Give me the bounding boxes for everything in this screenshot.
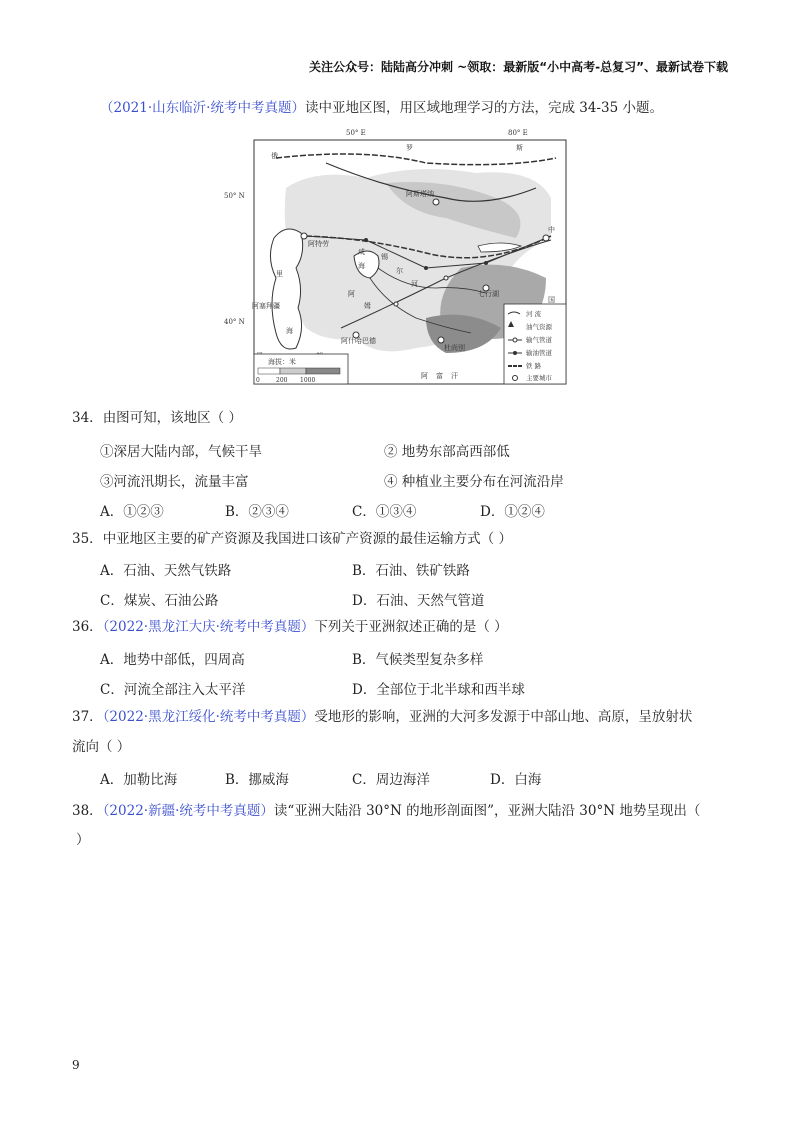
q36-option-c[interactable]: C．河流全部注入太平洋 <box>100 682 246 698</box>
page-header: 关注公众号：陆陆高分冲刺 ~领取：最新版“小中高考-总复习”、最新试卷下载 <box>309 60 728 74</box>
q35-stem: 35．中亚地区主要的矿产资源及我国进口该矿产资源的最佳运输方式（ ） <box>72 531 512 547</box>
q34-item-3: ③河流汛期长，流量丰富 <box>100 474 249 490</box>
q37-option-a[interactable]: A．加勒比海 <box>100 772 178 788</box>
q37-source[interactable]: （2022·黑龙江绥化·统考中考真题） <box>102 709 315 725</box>
lon-label-80: 80° E <box>508 129 528 137</box>
q34-item-2: ② 地势东部高西部低 <box>384 444 510 460</box>
intro-source[interactable]: （2021·山东临沂·统考中考真题） <box>100 100 305 116</box>
svg-text:河 流: 河 流 <box>526 310 542 318</box>
q34-item-1: ①深居大陆内部，气候干旱 <box>100 444 262 460</box>
q37-stem-cont: 流向（ ） <box>72 739 131 755</box>
q35-option-a[interactable]: A．石油、天然气铁路 <box>100 563 232 579</box>
svg-text:里: 里 <box>276 270 283 278</box>
q36-option-a[interactable]: A．地势中部低，四周高 <box>100 652 245 668</box>
svg-text:200: 200 <box>276 377 288 384</box>
lon-label-50: 50° E <box>346 129 366 137</box>
svg-text:杜尚别: 杜尚别 <box>444 344 465 352</box>
q38-stem-cont: ） <box>76 832 90 848</box>
q36-stem: 36．（2022·黑龙江大庆·统考中考真题）下列关于亚洲叙述正确的是（ ） <box>72 619 508 635</box>
intro-line <box>100 98 663 118</box>
svg-text:咸: 咸 <box>358 248 365 256</box>
svg-text:阿: 阿 <box>348 290 355 298</box>
q38-source[interactable]: （2022·新疆·统考中考真题） <box>102 803 274 819</box>
svg-text:锡: 锡 <box>381 253 388 261</box>
q37-stem: 37．（2022·黑龙江绥化·统考中考真题）受地形的影响，亚洲的大河多发源于中部山地、高原，呈放射状 <box>72 709 693 725</box>
q35-option-c[interactable]: C．煤炭、石油公路 <box>100 593 219 609</box>
q36-option-b[interactable]: B．气候类型复杂多样 <box>352 652 484 668</box>
svg-text:罗: 罗 <box>406 144 413 152</box>
svg-text:姆: 姆 <box>364 302 371 310</box>
svg-text:主要城市: 主要城市 <box>526 374 552 382</box>
svg-text:铁 路: 铁 路 <box>526 362 542 370</box>
q38-stem: 38．（2022·新疆·统考中考真题）读“亚洲大陆沿 30°N 的地形剖面图”，亚洲大陆沿 30°N 地势呈现出（ <box>72 803 701 819</box>
central-asia-map <box>224 128 572 386</box>
svg-text:0: 0 <box>256 377 260 384</box>
svg-text:阿什哈巴德: 阿什哈巴德 <box>341 337 376 345</box>
lat-label-50: 50° N <box>224 192 245 200</box>
q34-option-a[interactable]: A．①②③ <box>100 504 164 520</box>
svg-text:输气管道: 输气管道 <box>526 336 552 344</box>
lat-label-40: 40° N <box>224 318 245 326</box>
q37-option-b[interactable]: B．挪威海 <box>225 772 289 788</box>
svg-text:1000: 1000 <box>300 377 316 384</box>
q34-stem: 34．由图可知，该地区（ ） <box>72 410 242 426</box>
q34-item-4: ④ 种植业主要分布在河流沿岸 <box>384 474 564 490</box>
q34-option-d[interactable]: D．①②④ <box>480 504 545 520</box>
svg-text:输油管道: 输油管道 <box>526 349 552 357</box>
svg-text:海: 海 <box>286 327 293 335</box>
q37-option-d[interactable]: D．白海 <box>490 772 542 788</box>
q37-option-c[interactable]: C．周边海洋 <box>352 772 430 788</box>
svg-text:阿斯塔纳: 阿斯塔纳 <box>406 190 434 198</box>
svg-text:国: 国 <box>548 296 555 304</box>
svg-text:尔: 尔 <box>396 267 403 275</box>
q36-source[interactable]: （2022·黑龙江大庆·统考中考真题） <box>102 619 315 635</box>
q34-option-c[interactable]: C．①③④ <box>352 504 417 520</box>
svg-text:油气资源: 油气资源 <box>526 323 552 331</box>
svg-text:海拔：米: 海拔：米 <box>268 358 296 366</box>
svg-text:汗: 汗 <box>451 372 458 380</box>
svg-text:俄: 俄 <box>271 152 278 160</box>
intro-text: 读中亚地区图，用区域地理学习的方法，完成 34-35 小题。 <box>304 100 663 116</box>
svg-text:中: 中 <box>548 226 555 234</box>
svg-text:七行湖: 七行湖 <box>478 290 499 298</box>
q35-option-d[interactable]: D．石油、天然气管道 <box>352 593 485 609</box>
svg-text:河: 河 <box>411 280 418 288</box>
page-number: 9 <box>72 1058 80 1072</box>
q34-option-b[interactable]: B．②③④ <box>225 504 289 520</box>
svg-text:海: 海 <box>358 262 365 270</box>
svg-text:阿特劳: 阿特劳 <box>308 240 329 248</box>
q35-option-b[interactable]: B．石油、铁矿铁路 <box>352 563 470 579</box>
q36-option-d[interactable]: D．全部位于北半球和西半球 <box>352 682 525 698</box>
svg-text:阿: 阿 <box>421 372 428 380</box>
svg-text:富: 富 <box>436 372 443 380</box>
svg-text:斯: 斯 <box>516 144 523 152</box>
svg-text:阿塞拜疆: 阿塞拜疆 <box>252 302 280 310</box>
